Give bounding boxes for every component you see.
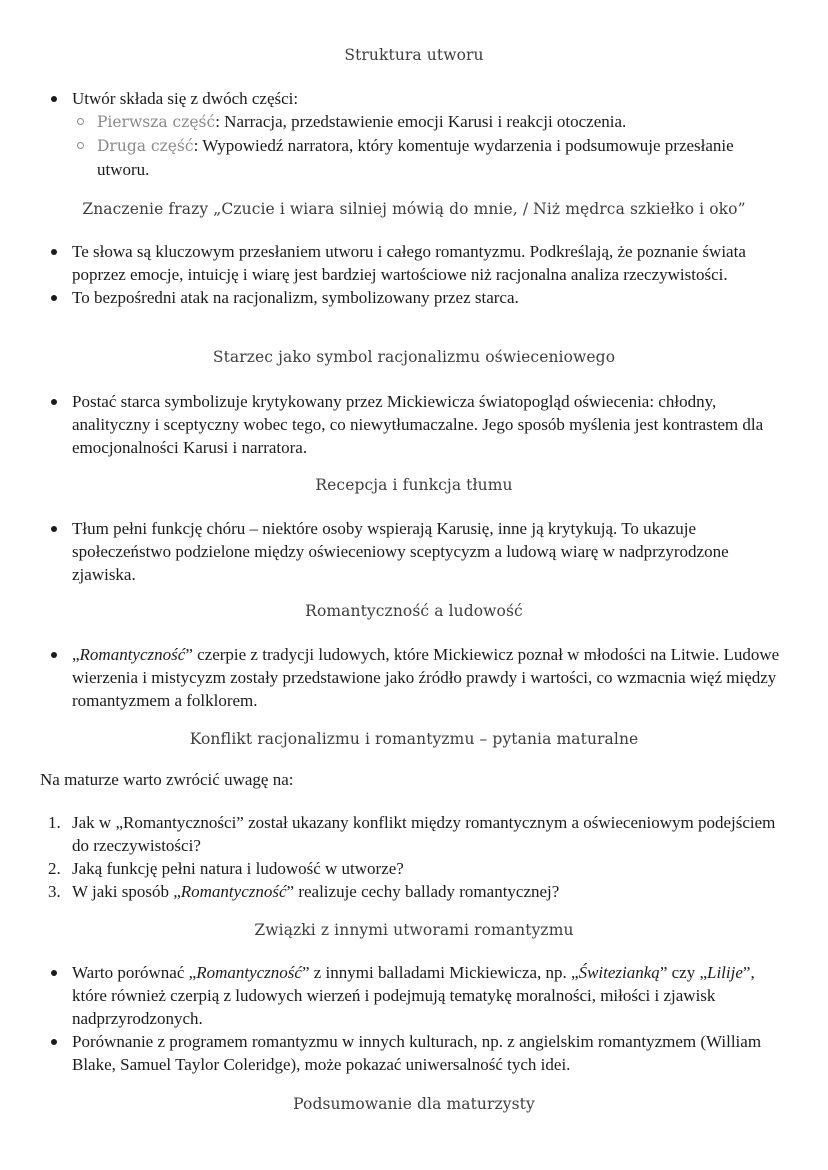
section-heading-folk: Romantyczność a ludowość <box>305 602 523 620</box>
bullet-item: Postać starca symbolizuje krytykowany przez Mickiewicza światopogląd oświecenia: chłodny, analityczny i sceptyczny wobec tego, co niewytłumaczalne. Jego sposób myślenia jest kontrastem dla emocjonalności Karusi i narratora. <box>0 390 828 459</box>
relations-section <box>0 961 828 1076</box>
bullet-dot <box>51 399 57 405</box>
numbered-item: 3. W jaki sposób „Romantyczność” realizuje cechy ballady romantycznej? <box>48 882 560 901</box>
folk-section <box>0 643 828 712</box>
sub-bullet-circle <box>77 118 84 125</box>
crowd-section <box>0 517 828 586</box>
bullet-dot <box>51 96 57 102</box>
bullet-dot <box>51 526 57 532</box>
conflict-intro: Na maturze warto zwrócić uwagę na: <box>40 770 294 789</box>
section-heading-crowd: Recepcja i funkcja tłumu <box>315 476 513 494</box>
phrase-section <box>0 240 828 309</box>
bullet-dot <box>51 1039 57 1045</box>
section-heading-conflict: Konflikt racjonalizmu i romantyzmu – pytania maturalne <box>189 730 639 748</box>
section-heading-structure: Struktura utworu <box>344 46 484 64</box>
conflict-questions <box>0 811 828 903</box>
section-heading-relations: Związki z innymi utworami romantyzmu <box>254 921 574 939</box>
bullet-dot <box>51 652 57 658</box>
bullet-item: Porównanie z programem romantyzmu w innych kulturach, np. z angielskim romantyzmem (William Blake, Samuel Taylor Coleridge), może pokazać uniwersalność tych idei. <box>0 1030 828 1076</box>
section-heading-phrase: Znaczenie frazy „Czucie i wiara silniej mówią do mnie, / Niż mędrca szkiełko i oko” <box>82 200 746 218</box>
structure-section <box>0 87 828 181</box>
bullet-item: Warto porównać „Romantyczność” z innymi balladami Mickiewicza, np. „Świtezianką” czy „Lilije”, które również czerpią z ludowych wierzeń i podejmują tematykę moralności, miłości i zjawisk nadprzyrodzonych. <box>0 961 828 1030</box>
bullet-item: „Romantyczność” czerpie z tradycji ludowych, które Mickiewicz poznał w młodości na Litwie. Ludowe wierzenia i mistycyzm zostały przedstawione jako źródło prawdy i wartości, co wzmacnia więź między romantyzmem a folklorem. <box>0 643 828 712</box>
bullet-item: To bezpośredni atak na racjonalizm, symbolizowany przez starca. <box>0 286 828 309</box>
bullet-dot <box>51 249 57 255</box>
numbered-item: 2. Jaką funkcję pełni natura i ludowość w utworze? <box>48 859 404 878</box>
bullet-item: Tłum pełni funkcję chóru – niektóre osoby wspierają Karusię, inne ją krytykują. To ukazuje społeczeństwo podzielone między oświeceniowy sceptycyzm a ludową wiarę w nadprzyrodzone zjawiska. <box>0 517 828 586</box>
bullet-item: Utwór składa się z dwóch części: Pierwsza część: Narracja, przedstawienie emocji Karusi i reakcji otoczenia. Druga część: Wypowiedź narratora, który komentuje wydarzenia i podsumowuje przesłanie utworu. <box>0 87 828 181</box>
section-heading-summary: Podsumowanie dla maturzysty <box>293 1095 535 1113</box>
bullet-item: Te słowa są kluczowym przesłaniem utworu i całego romantyzmu. Podkreślają, że poznanie świata poprzez emocje, intuicję i wiarę jest bardziej wartościowe niż racjonalna analiza rzeczywistości. <box>0 240 828 286</box>
bullet-dot <box>51 970 57 976</box>
section-heading-old-man: Starzec jako symbol racjonalizmu oświeceniowego <box>212 348 616 366</box>
sub-bullet-item: Druga część: Wypowiedź narratora, który komentuje wydarzenia i podsumowuje przesłanie utworu. <box>0 134 828 181</box>
sub-bullet-item: Pierwsza część: Narracja, przedstawienie emocji Karusi i reakcji otoczenia. <box>0 110 828 134</box>
bullet-dot <box>51 295 57 301</box>
old-man-section <box>0 390 828 459</box>
sub-bullet-circle <box>77 142 84 149</box>
numbered-item: 1. Jak w „Romantyczności” został ukazany konflikt między romantycznym a oświeceniowym podejściem do rzeczywistości? <box>48 813 776 855</box>
